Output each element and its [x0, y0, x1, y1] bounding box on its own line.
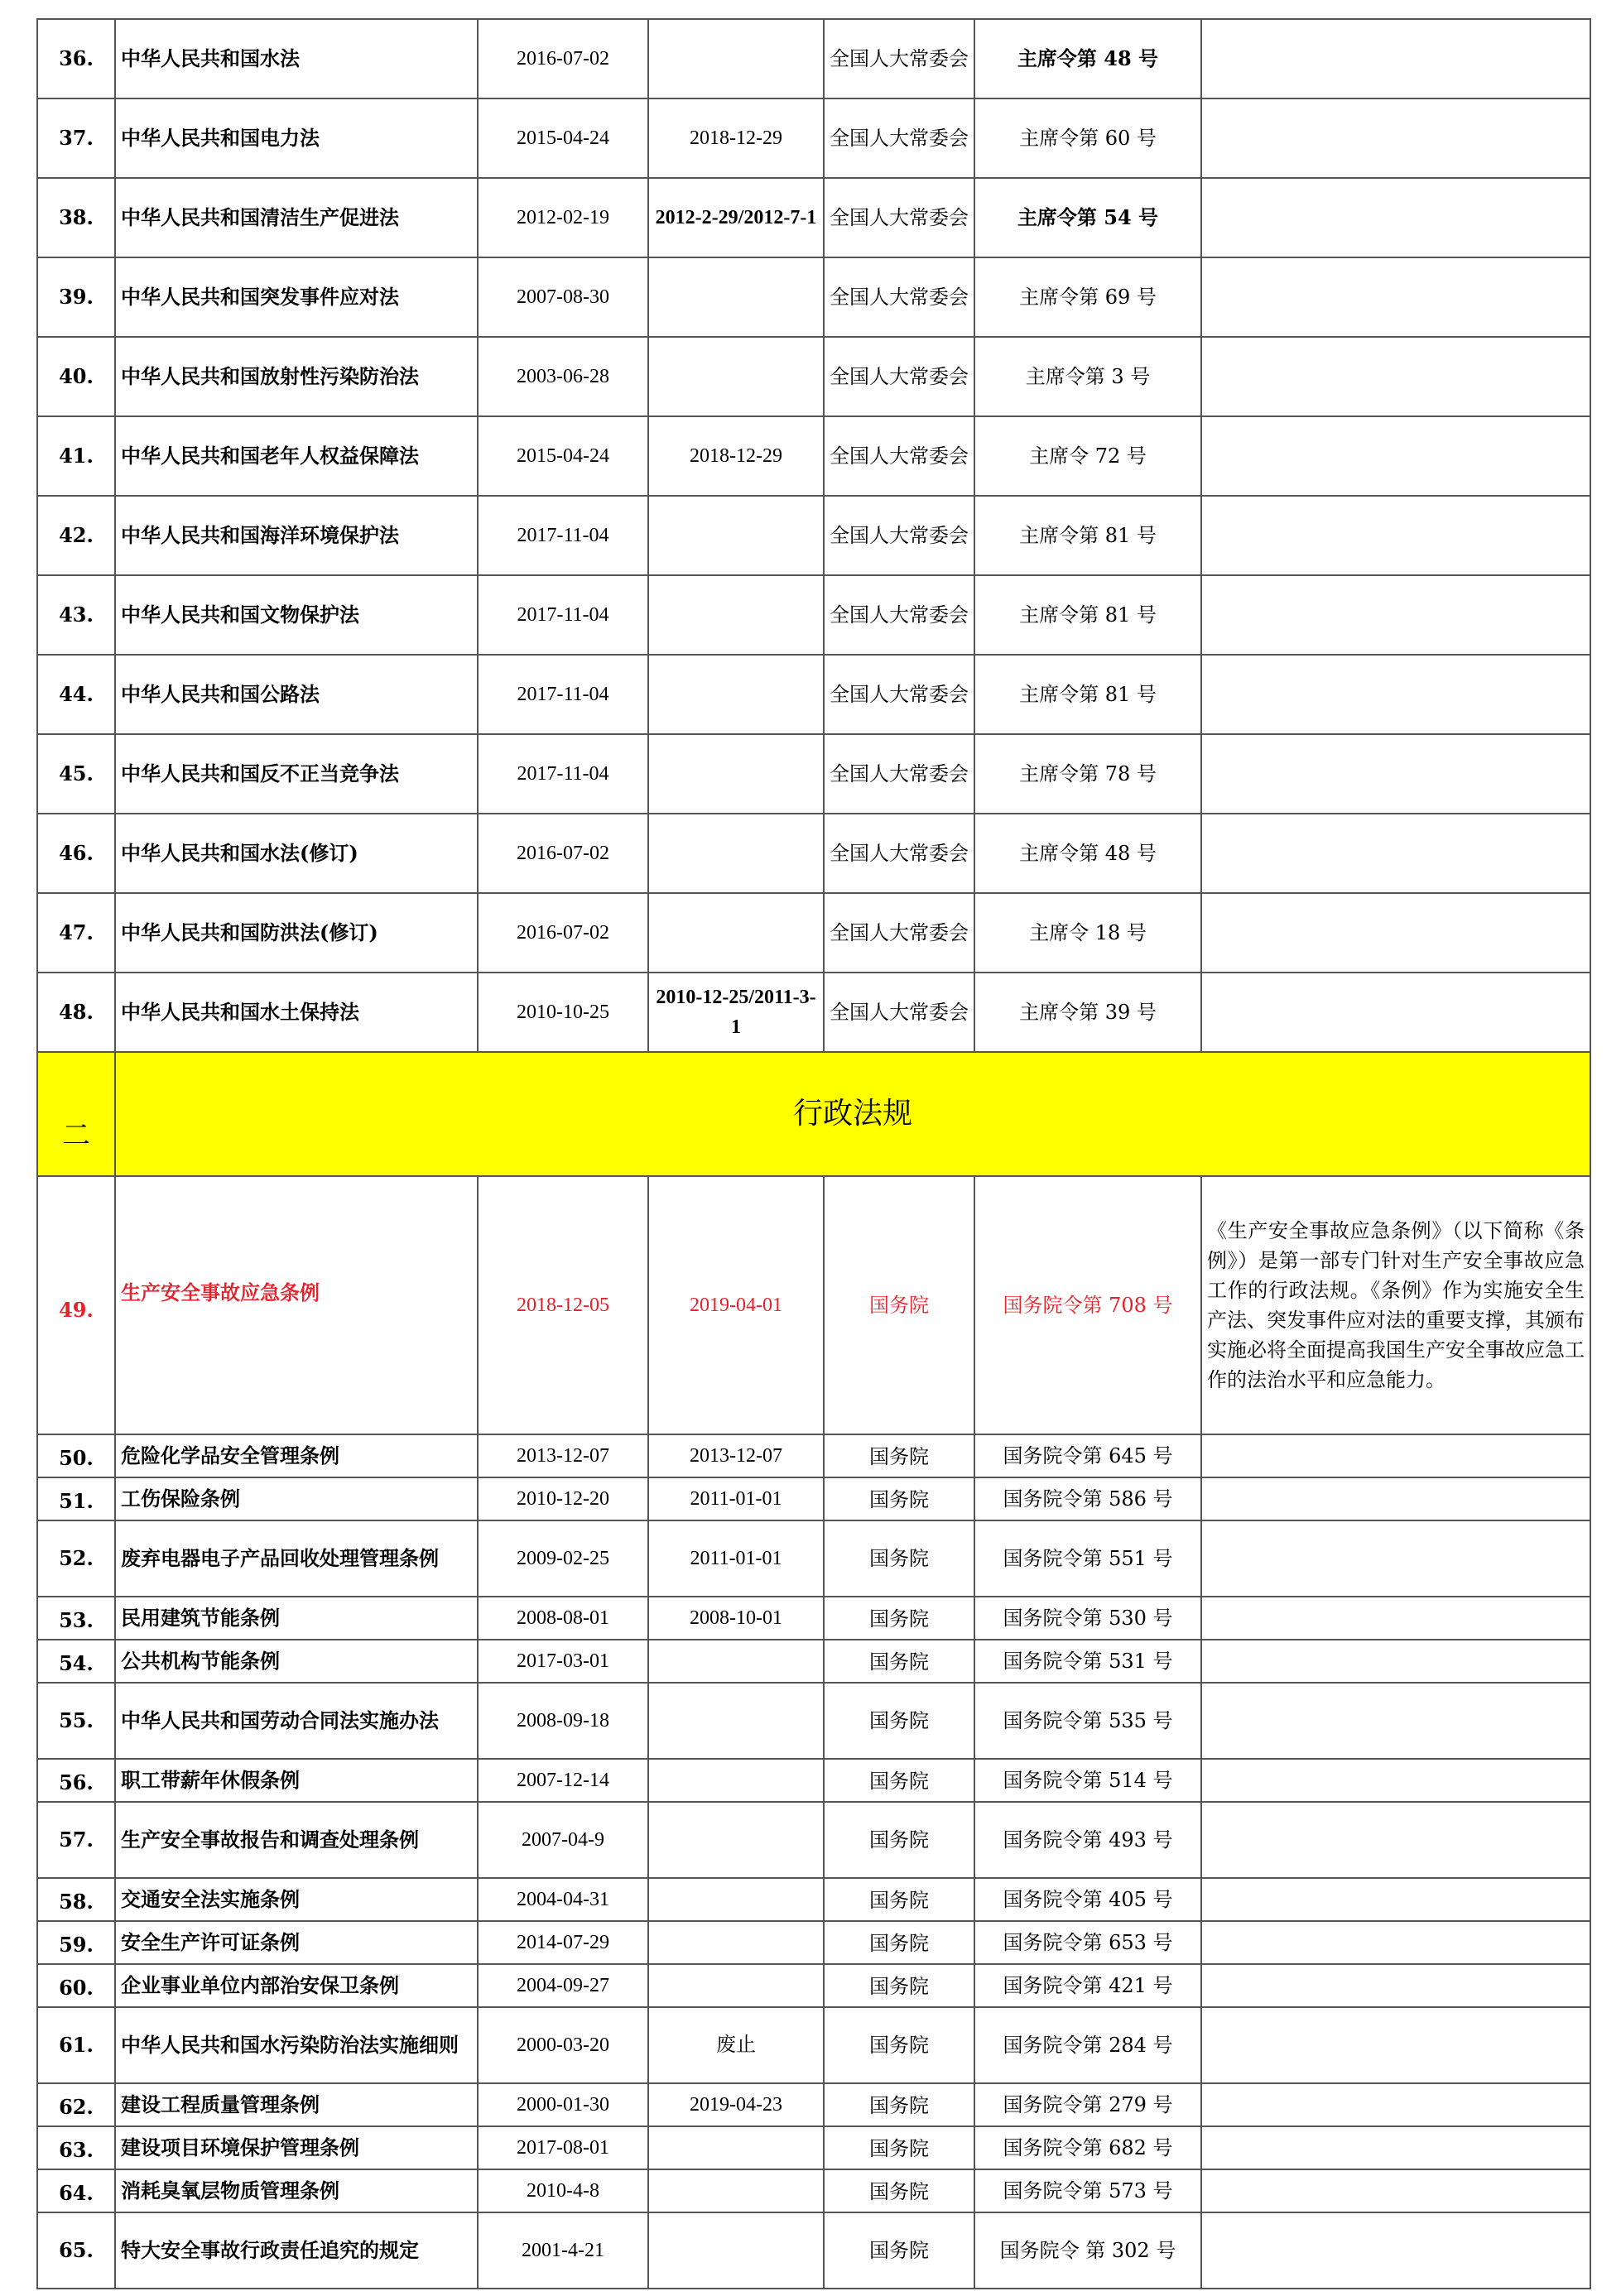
section-title: 行政法规	[115, 1052, 1590, 1176]
remarks-cell	[1201, 1597, 1590, 1640]
order-number: 国务院令第 405 号	[974, 1878, 1201, 1921]
remarks-cell	[1201, 1477, 1590, 1520]
publish-date: 2007-08-30	[478, 257, 648, 337]
publish-date: 2017-11-04	[478, 655, 648, 734]
law-name: 建设项目环境保护管理条例	[115, 2126, 478, 2169]
issuing-body: 全国人大常委会	[824, 814, 974, 893]
issuing-body: 全国人大常委会	[824, 98, 974, 178]
remarks-cell	[1201, 2007, 1590, 2083]
law-name: 交通安全法实施条例	[115, 1878, 478, 1921]
table-row	[37, 814, 1590, 893]
row-number: 61.	[37, 2007, 115, 2083]
order-number: 主席令 72 号	[974, 416, 1201, 496]
law-name: 中华人民共和国水土保持法	[115, 973, 478, 1052]
publish-date: 2017-11-04	[478, 734, 648, 814]
effective-date	[648, 1921, 824, 1964]
publish-date: 2017-11-04	[478, 496, 648, 575]
law-name: 中华人民共和国防洪法(修订)	[115, 893, 478, 973]
remarks-cell	[1201, 655, 1590, 734]
remarks-cell	[1201, 734, 1590, 814]
table-row	[37, 734, 1590, 814]
law-name: 职工带薪年休假条例	[115, 1759, 478, 1802]
issuing-body: 全国人大常委会	[824, 893, 974, 973]
effective-date	[648, 1964, 824, 2007]
law-name: 中华人民共和国电力法	[115, 98, 478, 178]
issuing-body: 全国人大常委会	[824, 575, 974, 655]
remarks-cell	[1201, 1802, 1590, 1878]
row-number: 52.	[37, 1520, 115, 1597]
row-number: 58.	[37, 1878, 115, 1921]
row-number: 57.	[37, 1802, 115, 1878]
order-number: 国务院令 第 302 号	[974, 2212, 1201, 2289]
publish-date: 2008-09-18	[478, 1683, 648, 1759]
table-row	[37, 575, 1590, 655]
issuing-body: 国务院	[824, 1878, 974, 1921]
row-number: 63.	[37, 2126, 115, 2169]
order-number: 主席令第 81 号	[974, 575, 1201, 655]
law-name: 中华人民共和国文物保护法	[115, 575, 478, 655]
law-name: 建设工程质量管理条例	[115, 2083, 478, 2126]
order-number: 国务院令第 682 号	[974, 2126, 1201, 2169]
issuing-body: 全国人大常委会	[824, 337, 974, 416]
featured-row	[37, 1176, 1590, 1434]
publish-date: 2016-07-02	[478, 814, 648, 893]
issuing-body: 全国人大常委会	[824, 416, 974, 496]
publish-date: 2007-04-9	[478, 1802, 648, 1878]
table-row	[37, 1921, 1590, 1964]
order-number: 国务院令第 493 号	[974, 1802, 1201, 1878]
law-name: 消耗臭氧层物质管理条例	[115, 2169, 478, 2212]
effective-date	[648, 2169, 824, 2212]
table-row	[37, 19, 1590, 98]
issuing-body: 国务院	[824, 1176, 974, 1434]
law-name: 中华人民共和国海洋环境保护法	[115, 496, 478, 575]
publish-date: 2015-04-24	[478, 416, 648, 496]
publish-date: 2012-02-19	[478, 178, 648, 257]
table-row	[37, 1434, 1590, 1477]
law-name: 中华人民共和国放射性污染防治法	[115, 337, 478, 416]
table-body	[37, 19, 1590, 2289]
table-row	[37, 2126, 1590, 2169]
law-name: 中华人民共和国公路法	[115, 655, 478, 734]
effective-date: 废止	[648, 2007, 824, 2083]
law-name: 工伤保险条例	[115, 1477, 478, 1520]
law-name: 公共机构节能条例	[115, 1640, 478, 1683]
publish-date: 2010-4-8	[478, 2169, 648, 2212]
row-number: 36.	[37, 19, 115, 98]
law-name: 中华人民共和国水污染防治法实施细则	[115, 2007, 478, 2083]
row-number: 50.	[37, 1434, 115, 1477]
row-number: 48.	[37, 973, 115, 1052]
issuing-body: 国务院	[824, 1434, 974, 1477]
order-number: 主席令第 48 号	[974, 19, 1201, 98]
table-row	[37, 2007, 1590, 2083]
law-name: 中华人民共和国突发事件应对法	[115, 257, 478, 337]
law-name: 中华人民共和国劳动合同法实施办法	[115, 1683, 478, 1759]
remarks-cell	[1201, 575, 1590, 655]
row-number: 51.	[37, 1477, 115, 1520]
effective-date: 2018-12-29	[648, 416, 824, 496]
effective-date: 2019-04-01	[648, 1176, 824, 1434]
remarks-cell	[1201, 2169, 1590, 2212]
publish-date: 2004-04-31	[478, 1878, 648, 1921]
issuing-body: 国务院	[824, 1520, 974, 1597]
law-name: 中华人民共和国水法(修订)	[115, 814, 478, 893]
publish-date: 2001-4-21	[478, 2212, 648, 2289]
order-number: 国务院令第 530 号	[974, 1597, 1201, 1640]
row-number: 37.	[37, 98, 115, 178]
table-row	[37, 1640, 1590, 1683]
effective-date	[648, 575, 824, 655]
table-row	[37, 98, 1590, 178]
effective-date	[648, 814, 824, 893]
publish-date: 2017-03-01	[478, 1640, 648, 1683]
effective-date	[648, 19, 824, 98]
row-number: 42.	[37, 496, 115, 575]
remarks-cell	[1201, 496, 1590, 575]
table-row	[37, 2212, 1590, 2289]
publish-date: 2017-08-01	[478, 2126, 648, 2169]
regulations-table	[36, 18, 1591, 2289]
remarks-cell	[1201, 178, 1590, 257]
issuing-body: 国务院	[824, 2007, 974, 2083]
row-number: 40.	[37, 337, 115, 416]
order-number: 国务院令第 514 号	[974, 1759, 1201, 1802]
publish-date: 2004-09-27	[478, 1964, 648, 2007]
table-row	[37, 1964, 1590, 2007]
publish-date: 2010-10-25	[478, 973, 648, 1052]
effective-date: 2011-01-01	[648, 1477, 824, 1520]
issuing-body: 国务院	[824, 1597, 974, 1640]
row-number: 39.	[37, 257, 115, 337]
table-row	[37, 2083, 1590, 2126]
row-number: 44.	[37, 655, 115, 734]
law-name: 中华人民共和国老年人权益保障法	[115, 416, 478, 496]
remarks-cell	[1201, 2126, 1590, 2169]
document-page	[36, 18, 1590, 2289]
table-row	[37, 178, 1590, 257]
remarks-cell	[1201, 98, 1590, 178]
issuing-body: 国务院	[824, 2212, 974, 2289]
table-row	[37, 655, 1590, 734]
order-number: 主席令第 54 号	[974, 178, 1201, 257]
publish-date: 2018-12-05	[478, 1176, 648, 1434]
effective-date	[648, 1802, 824, 1878]
table-row	[37, 337, 1590, 416]
order-number: 主席令第 60 号	[974, 98, 1201, 178]
remarks-cell	[1201, 1759, 1590, 1802]
effective-date: 2018-12-29	[648, 98, 824, 178]
effective-date: 2019-04-23	[648, 2083, 824, 2126]
issuing-body: 国务院	[824, 1683, 974, 1759]
issuing-body: 全国人大常委会	[824, 178, 974, 257]
issuing-body: 全国人大常委会	[824, 496, 974, 575]
section-number: 二	[37, 1052, 115, 1176]
table-row	[37, 893, 1590, 973]
law-name: 安全生产许可证条例	[115, 1921, 478, 1964]
order-number: 主席令 18 号	[974, 893, 1201, 973]
law-name: 中华人民共和国水法	[115, 19, 478, 98]
row-number: 49.	[37, 1176, 115, 1434]
order-number: 主席令第 81 号	[974, 655, 1201, 734]
remarks-cell	[1201, 1964, 1590, 2007]
publish-date: 2017-11-04	[478, 575, 648, 655]
effective-date: 2008-10-01	[648, 1597, 824, 1640]
effective-date	[648, 893, 824, 973]
law-name: 生产安全事故报告和调查处理条例	[115, 1802, 478, 1878]
row-number: 59.	[37, 1921, 115, 1964]
effective-date: 2011-01-01	[648, 1520, 824, 1597]
remarks-cell	[1201, 814, 1590, 893]
row-number: 56.	[37, 1759, 115, 1802]
law-name: 特大安全事故行政责任追究的规定	[115, 2212, 478, 2289]
table-row	[37, 1759, 1590, 1802]
table-row	[37, 257, 1590, 337]
order-number: 国务院令第 279 号	[974, 2083, 1201, 2126]
order-number: 国务院令第 531 号	[974, 1640, 1201, 1683]
law-name: 中华人民共和国反不正当竞争法	[115, 734, 478, 814]
issuing-body: 国务院	[824, 2083, 974, 2126]
remarks-cell	[1201, 1520, 1590, 1597]
remarks-cell	[1201, 1878, 1590, 1921]
row-number: 62.	[37, 2083, 115, 2126]
effective-date: 2013-12-07	[648, 1434, 824, 1477]
table-row	[37, 1520, 1590, 1597]
order-number: 国务院令第 551 号	[974, 1520, 1201, 1597]
row-number: 64.	[37, 2169, 115, 2212]
issuing-body: 全国人大常委会	[824, 257, 974, 337]
remarks-cell	[1201, 893, 1590, 973]
issuing-body: 国务院	[824, 1759, 974, 1802]
row-number: 54.	[37, 1640, 115, 1683]
order-number: 国务院令第 645 号	[974, 1434, 1201, 1477]
publish-date: 2010-12-20	[478, 1477, 648, 1520]
publish-date: 2009-02-25	[478, 1520, 648, 1597]
issuing-body: 全国人大常委会	[824, 19, 974, 98]
remarks-cell	[1201, 257, 1590, 337]
issuing-body: 国务院	[824, 1477, 974, 1520]
table-row	[37, 1878, 1590, 1921]
remarks-cell	[1201, 1921, 1590, 1964]
effective-date	[648, 337, 824, 416]
remarks-cell	[1201, 1640, 1590, 1683]
publish-date: 2013-12-07	[478, 1434, 648, 1477]
remarks-cell	[1201, 973, 1590, 1052]
effective-date	[648, 1878, 824, 1921]
remarks-cell	[1201, 1683, 1590, 1759]
issuing-body: 国务院	[824, 1964, 974, 2007]
order-number: 主席令第 81 号	[974, 496, 1201, 575]
order-number: 主席令第 78 号	[974, 734, 1201, 814]
table-row	[37, 496, 1590, 575]
order-number: 国务院令第 586 号	[974, 1477, 1201, 1520]
law-name: 生产安全事故应急条例	[115, 1176, 478, 1434]
order-number: 主席令第 39 号	[974, 973, 1201, 1052]
issuing-body: 全国人大常委会	[824, 734, 974, 814]
publish-date: 2015-04-24	[478, 98, 648, 178]
table-row	[37, 1597, 1590, 1640]
row-number: 65.	[37, 2212, 115, 2289]
order-number: 主席令第 69 号	[974, 257, 1201, 337]
row-number: 46.	[37, 814, 115, 893]
publish-date: 2003-06-28	[478, 337, 648, 416]
publish-date: 2016-07-02	[478, 19, 648, 98]
effective-date	[648, 2212, 824, 2289]
issuing-body: 国务院	[824, 1921, 974, 1964]
row-number: 45.	[37, 734, 115, 814]
issuing-body: 国务院	[824, 2126, 974, 2169]
publish-date: 2016-07-02	[478, 893, 648, 973]
effective-date	[648, 2126, 824, 2169]
table-row	[37, 973, 1590, 1052]
order-number: 主席令第 3 号	[974, 337, 1201, 416]
table-row	[37, 1802, 1590, 1878]
effective-date	[648, 257, 824, 337]
remarks-cell	[1201, 2212, 1590, 2289]
order-number: 国务院令第 708 号	[974, 1176, 1201, 1434]
publish-date: 2008-08-01	[478, 1597, 648, 1640]
effective-date	[648, 1759, 824, 1802]
order-number: 主席令第 48 号	[974, 814, 1201, 893]
table-row	[37, 1683, 1590, 1759]
remarks-cell	[1201, 416, 1590, 496]
section-header-row	[37, 1052, 1590, 1176]
issuing-body: 国务院	[824, 1802, 974, 1878]
law-name: 民用建筑节能条例	[115, 1597, 478, 1640]
publish-date: 2007-12-14	[478, 1759, 648, 1802]
row-number: 55.	[37, 1683, 115, 1759]
order-number: 国务院令第 573 号	[974, 2169, 1201, 2212]
effective-date: 2010-12-25/2011-3-1	[648, 973, 824, 1052]
table-row	[37, 416, 1590, 496]
row-number: 53.	[37, 1597, 115, 1640]
remarks-cell	[1201, 1434, 1590, 1477]
effective-date	[648, 496, 824, 575]
effective-date	[648, 1683, 824, 1759]
issuing-body: 全国人大常委会	[824, 973, 974, 1052]
remarks-cell: 《生产安全事故应急条例》（以下简称《条例》）是第一部专门针对生产安全事故应急工作的行政法规。《条例》作为实施安全生产法、突发事件应对法的重要支撑，其颁布实施必将全面提高我国生产安全事故应急工作的法治水平和应急能力。	[1201, 1176, 1590, 1434]
remarks-cell	[1201, 2083, 1590, 2126]
table-row	[37, 1477, 1590, 1520]
publish-date: 2014-07-29	[478, 1921, 648, 1964]
publish-date: 2000-01-30	[478, 2083, 648, 2126]
law-name: 中华人民共和国清洁生产促进法	[115, 178, 478, 257]
remarks-cell	[1201, 337, 1590, 416]
order-number: 国务院令第 653 号	[974, 1921, 1201, 1964]
effective-date	[648, 1640, 824, 1683]
order-number: 国务院令第 284 号	[974, 2007, 1201, 2083]
law-name: 危险化学品安全管理条例	[115, 1434, 478, 1477]
order-number: 国务院令第 535 号	[974, 1683, 1201, 1759]
order-number: 国务院令第 421 号	[974, 1964, 1201, 2007]
row-number: 43.	[37, 575, 115, 655]
row-number: 41.	[37, 416, 115, 496]
effective-date: 2012-2-29/2012-7-1	[648, 178, 824, 257]
issuing-body: 国务院	[824, 2169, 974, 2212]
law-name: 废弃电器电子产品回收处理管理条例	[115, 1520, 478, 1597]
remarks-cell	[1201, 19, 1590, 98]
row-number: 60.	[37, 1964, 115, 2007]
row-number: 38.	[37, 178, 115, 257]
publish-date: 2000-03-20	[478, 2007, 648, 2083]
law-name: 企业事业单位内部治安保卫条例	[115, 1964, 478, 2007]
row-number: 47.	[37, 893, 115, 973]
effective-date	[648, 655, 824, 734]
table-row	[37, 2169, 1590, 2212]
issuing-body: 全国人大常委会	[824, 655, 974, 734]
issuing-body: 国务院	[824, 1640, 974, 1683]
effective-date	[648, 734, 824, 814]
